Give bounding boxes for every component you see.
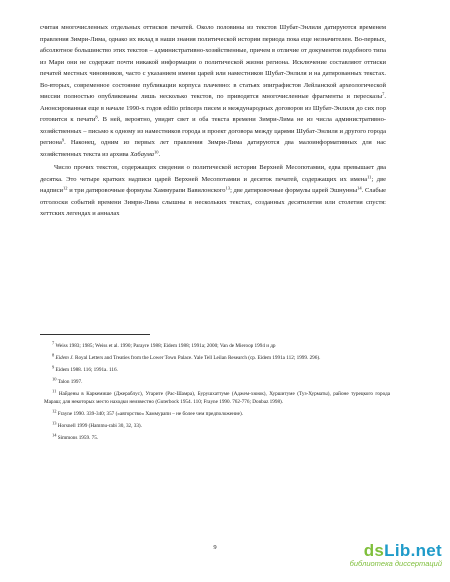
footnote-number: 7: [52, 340, 55, 346]
footnote-number: 14: [52, 432, 57, 438]
text-run: . В ней, вероятно, увидят свет и оба текста времени Зимри-Лима не из числа административно-хозяйственных – письмо к одному из наместников города и проект договора между царями Шубат-Энлиля и другого города региона: [40, 116, 386, 146]
footnote-ref: 11: [367, 174, 372, 179]
text-run: . Наконец, одним из первых лет правления Зимри-Лима датируются два малоинформативных для нас хозяйственных текста из архива: [40, 139, 386, 158]
watermark-name: Lib.net: [384, 541, 442, 560]
text-run: и три датировочные формулы Хаммурапи Вавилонского: [67, 187, 226, 194]
footnote: [40, 342, 390, 350]
text-run: Simmons 1959. 75.: [57, 435, 99, 441]
text-run: ; две надписи: [40, 175, 386, 194]
paragraph: [40, 162, 386, 220]
footnote-ref: 13: [225, 185, 231, 191]
footnote-ref: 12: [63, 185, 68, 191]
paragraph: [40, 22, 386, 160]
footnote-ref: 14: [357, 185, 362, 191]
text-run: Weiss 1983; 1985; Weiss et al. 1990; Parayre 1988; Eidem 1988; 1991a; 2000; Van de Mieroop 1994 и др: [55, 343, 276, 349]
footnote: [40, 434, 390, 442]
footnote-ref: 8: [95, 114, 98, 120]
footnote-separator: [40, 334, 150, 335]
footnote-ref: 7: [382, 91, 385, 97]
footnote-number: 8: [52, 352, 55, 358]
text-run: Royal Letters and Treaties from the Lower Town Palace. Yale Tell Leilan Research (ср. Eidem 1991a 112; 1999. 296).: [73, 355, 321, 361]
footnote-number: 9: [52, 364, 55, 370]
text-run: . Слабые отголоски событий времени Зимри-Лима слышны в нескольких текстах, созданных десятилетия или столетия спустя: хеттских легендах и анналах: [40, 187, 386, 217]
footnote-number: 12: [52, 408, 57, 414]
text-run: .: [158, 150, 161, 158]
text-run: Число прочих текстов, содержащих сведения о политической истории Верхней Месопотамии, едва превышает два десятка. Это четыре кратких надписи царей Верхней Месопотамии и десяток печатей, содержащих их имена: [40, 164, 386, 183]
italic-text: Eidem J.: [55, 355, 74, 361]
watermark-prefix: ds: [363, 541, 385, 560]
text-run: Eidem 1988. 116; 1991a. 116.: [55, 367, 118, 373]
footnote: [40, 390, 390, 406]
text-run: Frayne 1990. 339-340; 357 («авторство» Хаммурапи – не более чем предположение).: [57, 411, 243, 417]
text-run: Talon 1997.: [57, 379, 83, 385]
text-run: ; две датировочные формулы царей Эшнунны: [230, 187, 358, 194]
footnote-number: 13: [52, 420, 57, 426]
footnote-ref: 9: [61, 137, 65, 143]
watermark-brand: [350, 541, 442, 561]
footnote: [40, 422, 390, 430]
footnote: [40, 354, 390, 362]
text-run: . Анонсированная еще в начале 1990-х годов editio princeps писем и международных договоров из Шубат-Энлиля до сих пор готовится к печати: [40, 93, 386, 123]
italic-text: Хабаума: [130, 150, 154, 158]
page-number: 9: [213, 544, 217, 551]
text-run: Найдены в Каркемише (Джераблус), Угарите (Рас-Шамра), Бурушхаттуме (Аджем-хююк), Хуршитуме (Туз-Хурматы), районе турецкого города Мараш; для некоторых место находки неизвестно (Guterbock 1954. 110; Frayne 1990. 762-776; Donbaz 1998).: [44, 391, 391, 405]
footnotes: [40, 342, 390, 446]
footnote: [40, 366, 390, 374]
footnote-ref: 10: [153, 149, 159, 154]
main-text: [40, 22, 386, 220]
text-run: Horsnell 1999 (Hammu-rabi 30, 32, 33).: [57, 423, 142, 429]
watermark-logo: [350, 541, 442, 568]
watermark-subtitle: библиотека диссертаций: [349, 559, 442, 568]
footnote: [40, 378, 390, 386]
footnote-number: 11: [52, 388, 57, 394]
text-run: считая многочисленных отдельных оттисков печатей. Около половины из текстов Шубат-Энлиля датируются временем правления Зимри-Лима, однако их вклад в наши знания политической истории периода пока еще незначителен. Во-первых, абсолютное большинство этих текстов – административно-хозяйственные, причем в отличие от документов подобного типа из Мари они не содержат почти никакой информации о политической жизни региона. Исключение составляют оттиски печатей местных чиновников, часто с указанием имени царей или наместников Шубат-Энлиля и на датированных текстах. Во-вторых, современное состояние публикации корпуса плачевно: в статьях эпиграфистов Лейланской археологической миссии полностью опубликованы лишь несколько текстов, по приводятся многочисленные фрагменты и пересказы: [40, 24, 386, 100]
footnote-number: 10: [52, 376, 57, 382]
footnote: [40, 410, 390, 418]
